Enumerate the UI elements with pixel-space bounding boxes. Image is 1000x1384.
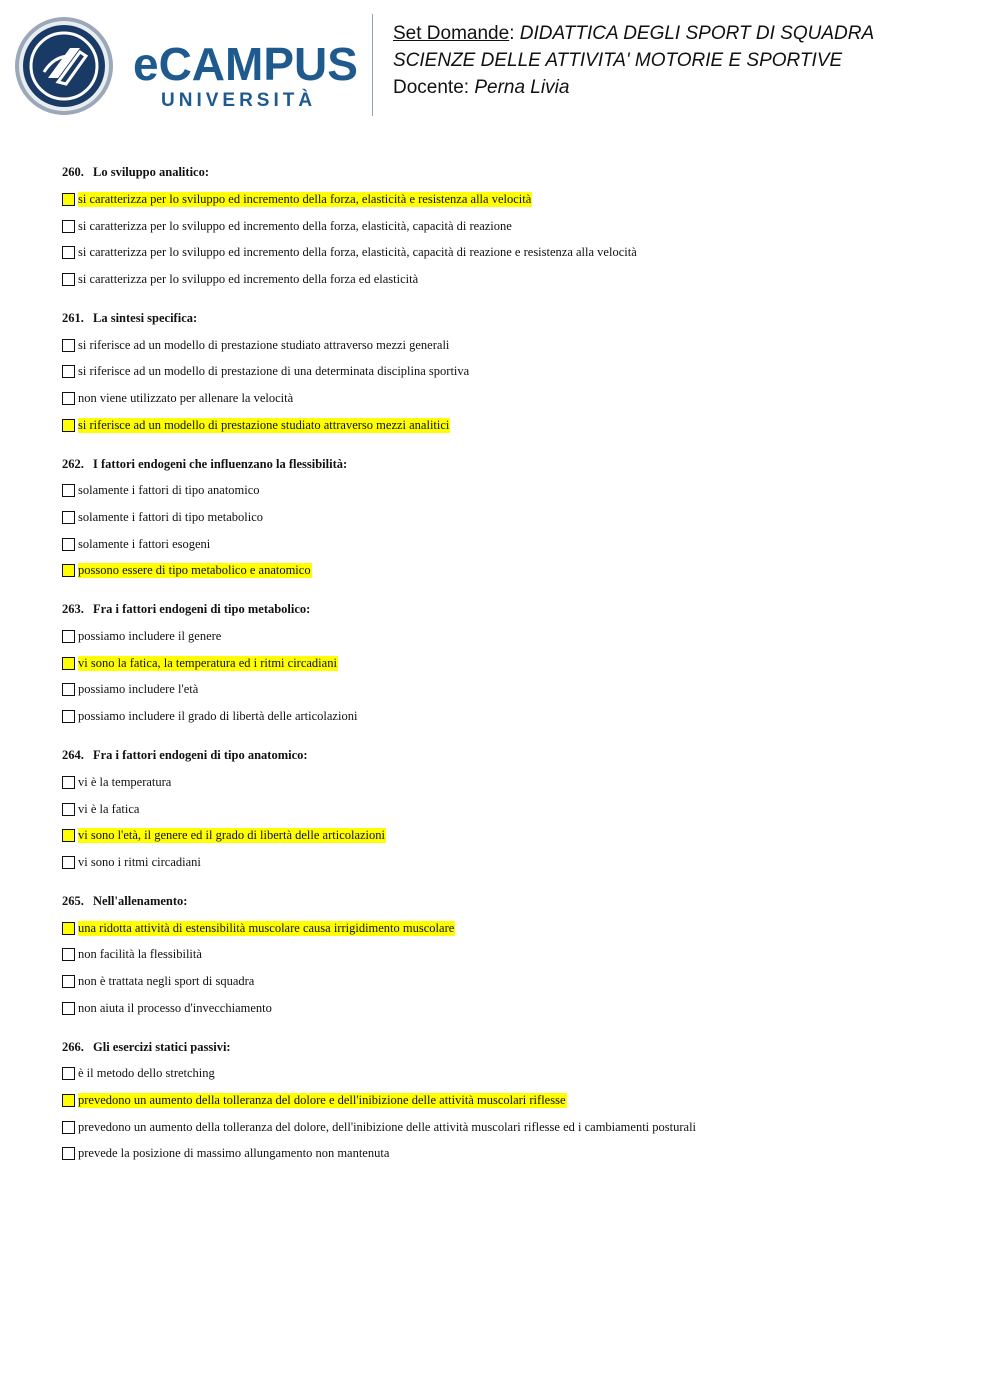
page-header	[0, 0, 1000, 130]
answer-text: possiamo includere il genere	[78, 629, 222, 644]
answer-checkbox[interactable]	[62, 392, 75, 405]
question-block	[62, 745, 962, 876]
question-block	[62, 1037, 962, 1168]
set-separator: :	[509, 23, 520, 44]
question-title	[62, 599, 962, 623]
logo-wordmark-text: eCAMPUS	[133, 40, 358, 90]
header-line-set	[393, 23, 874, 45]
answer-option[interactable]	[62, 849, 962, 876]
answer-option[interactable]	[62, 504, 962, 531]
answer-checkbox[interactable]	[62, 365, 75, 378]
answer-option[interactable]	[62, 650, 962, 677]
ecampus-seal-logo	[14, 16, 114, 116]
answer-text: si riferisce ad un modello di prestazione studiato attraverso mezzi analitici	[78, 417, 450, 432]
answer-checkbox[interactable]	[62, 710, 75, 723]
question-block	[62, 891, 962, 1022]
answer-option[interactable]	[62, 1141, 962, 1168]
answer-checkbox[interactable]	[62, 419, 75, 432]
answer-text: si caratterizza per lo sviluppo ed incremento della forza ed elasticità	[78, 271, 419, 286]
answer-option[interactable]	[62, 385, 962, 412]
answer-option[interactable]	[62, 968, 962, 995]
answer-checkbox[interactable]	[62, 630, 75, 643]
header-line-teacher	[393, 77, 569, 99]
answer-checkbox[interactable]	[62, 273, 75, 286]
question-list	[62, 162, 962, 1182]
question-number: 260.	[62, 165, 84, 179]
answer-text: solamente i fattori di tipo metabolico	[78, 510, 264, 525]
answer-text: solamente i fattori esogeni	[78, 536, 211, 551]
question-text: Fra i fattori endogeni di tipo metabolico:	[93, 602, 311, 617]
answer-text: vi è la fatica	[78, 801, 140, 816]
answer-text: non aiuta il processo d'invecchiamento	[78, 1000, 272, 1015]
answer-checkbox[interactable]	[62, 1147, 75, 1160]
answer-checkbox[interactable]	[62, 511, 75, 524]
answer-option[interactable]	[62, 531, 962, 558]
question-number: 266.	[62, 1039, 84, 1054]
question-title	[62, 308, 962, 332]
answer-option[interactable]	[62, 1061, 962, 1088]
answer-text: non è trattata negli sport di squadra	[78, 973, 255, 988]
question-number: 264.	[62, 748, 84, 762]
question-block	[62, 308, 962, 439]
answer-text: possiamo includere il grado di libertà delle articolazioni	[78, 709, 358, 724]
answer-option[interactable]	[62, 358, 962, 385]
answer-checkbox[interactable]	[62, 922, 75, 935]
answer-option[interactable]	[62, 1087, 962, 1114]
answer-option[interactable]	[62, 941, 962, 968]
question-text: Nell'allenamento:	[93, 893, 188, 908]
question-text: La sintesi specifica:	[93, 310, 198, 325]
answer-text: non facilità la flessibilità	[78, 947, 202, 962]
answer-option[interactable]	[62, 623, 962, 650]
answer-checkbox[interactable]	[62, 948, 75, 961]
question-number: 262.	[62, 456, 84, 471]
answer-option[interactable]	[62, 769, 962, 796]
answer-checkbox[interactable]	[62, 339, 75, 352]
answer-option[interactable]	[62, 412, 962, 439]
answer-option[interactable]	[62, 332, 962, 359]
answer-checkbox[interactable]	[62, 683, 75, 696]
answer-text: vi sono i ritmi circadiani	[78, 854, 201, 869]
answer-text: non viene utilizzato per allenare la velocità	[78, 390, 294, 405]
answer-text: si caratterizza per lo sviluppo ed incremento della forza, elasticità, capacità di reazione	[78, 218, 512, 233]
answer-option[interactable]	[62, 1114, 962, 1141]
question-title	[62, 745, 962, 769]
question-block	[62, 599, 962, 730]
question-number: 265.	[62, 893, 84, 908]
answer-option[interactable]	[62, 677, 962, 704]
question-text: Lo sviluppo analitico:	[93, 165, 209, 179]
answer-text: si riferisce ad un modello di prestazione studiato attraverso mezzi generali	[78, 337, 450, 352]
answer-checkbox[interactable]	[62, 657, 75, 670]
answer-option[interactable]	[62, 266, 962, 293]
question-title	[62, 1037, 962, 1061]
teacher-label: Docente:	[393, 77, 475, 98]
question-block	[62, 454, 962, 585]
answer-checkbox[interactable]	[62, 220, 75, 233]
question-text: Fra i fattori endogeni di tipo anatomico:	[93, 748, 308, 762]
question-text: I fattori endogeni che influenzano la flessibilità:	[93, 456, 348, 471]
answer-text: vi è la temperatura	[78, 774, 172, 789]
question-title	[62, 891, 962, 915]
answer-text: si caratterizza per lo sviluppo ed incremento della forza, elasticità, capacità di reazione e resistenza alla velocità	[78, 245, 637, 260]
answer-option[interactable]	[62, 558, 962, 585]
answer-checkbox[interactable]	[62, 776, 75, 789]
answer-text: prevedono un aumento della tolleranza del dolore, dell'inibizione delle attività muscolari riflesse ed i cambiamenti posturali	[78, 1119, 697, 1134]
answer-text: si riferisce ad un modello di prestazione di una determinata disciplina sportiva	[78, 364, 470, 379]
answer-checkbox[interactable]	[62, 193, 75, 206]
answer-option[interactable]	[62, 796, 962, 823]
answer-checkbox[interactable]	[62, 1002, 75, 1015]
set-label: Set Domande	[393, 23, 510, 44]
course-title: DIDATTICA DEGLI SPORT DI SQUADRA	[519, 23, 875, 44]
answer-option[interactable]	[62, 822, 962, 849]
answer-text: possiamo includere l'età	[78, 682, 199, 697]
answer-checkbox[interactable]	[62, 803, 75, 816]
program-title: SCIENZE DELLE ATTIVITA' MOTORIE E SPORTIVE	[393, 50, 843, 71]
answer-checkbox[interactable]	[62, 829, 75, 842]
answer-option[interactable]	[62, 186, 962, 213]
answer-checkbox[interactable]	[62, 1094, 75, 1107]
answer-checkbox[interactable]	[62, 1067, 75, 1080]
answer-checkbox[interactable]	[62, 1121, 75, 1134]
answer-option[interactable]	[62, 995, 962, 1022]
answer-option[interactable]	[62, 213, 962, 240]
question-block	[62, 162, 962, 293]
question-title	[62, 454, 962, 478]
answer-checkbox[interactable]	[62, 856, 75, 869]
question-number: 263.	[62, 602, 84, 617]
answer-text: possono essere di tipo metabolico e anatomico	[78, 563, 311, 578]
answer-text: solamente i fattori di tipo anatomico	[78, 483, 260, 498]
answer-checkbox[interactable]	[62, 484, 75, 497]
answer-text: prevede la posizione di massimo allungamento non mantenuta	[78, 1146, 390, 1161]
answer-checkbox[interactable]	[62, 564, 75, 577]
header-divider	[372, 14, 373, 116]
answer-option[interactable]	[62, 239, 962, 266]
answer-text: una ridotta attività di estensibilità muscolare causa irrigidimento muscolare	[78, 920, 455, 935]
logo-sub-text: UNIVERSITÀ	[161, 90, 317, 111]
answer-option[interactable]	[62, 703, 962, 730]
answer-option[interactable]	[62, 478, 962, 505]
question-text: Gli esercizi statici passivi:	[93, 1039, 231, 1054]
answer-checkbox[interactable]	[62, 246, 75, 259]
answer-checkbox[interactable]	[62, 538, 75, 551]
answer-text: prevedono un aumento della tolleranza del dolore e dell'inibizione delle attività muscolari riflesse	[78, 1093, 566, 1108]
answer-checkbox[interactable]	[62, 975, 75, 988]
answer-text: è il metodo dello stretching	[78, 1066, 215, 1081]
ecampus-wordmark-logo	[133, 40, 358, 112]
answer-option[interactable]	[62, 915, 962, 942]
answer-text: si caratterizza per lo sviluppo ed incremento della forza, elasticità e resistenza alla velocità	[78, 191, 532, 206]
teacher-name: Perna Livia	[474, 77, 570, 98]
question-title	[62, 162, 962, 186]
answer-text: vi sono la fatica, la temperatura ed i ritmi circadiani	[78, 655, 337, 670]
question-number: 261.	[62, 310, 84, 325]
answer-text: vi sono l'età, il genere ed il grado di libertà delle articolazioni	[78, 828, 386, 843]
